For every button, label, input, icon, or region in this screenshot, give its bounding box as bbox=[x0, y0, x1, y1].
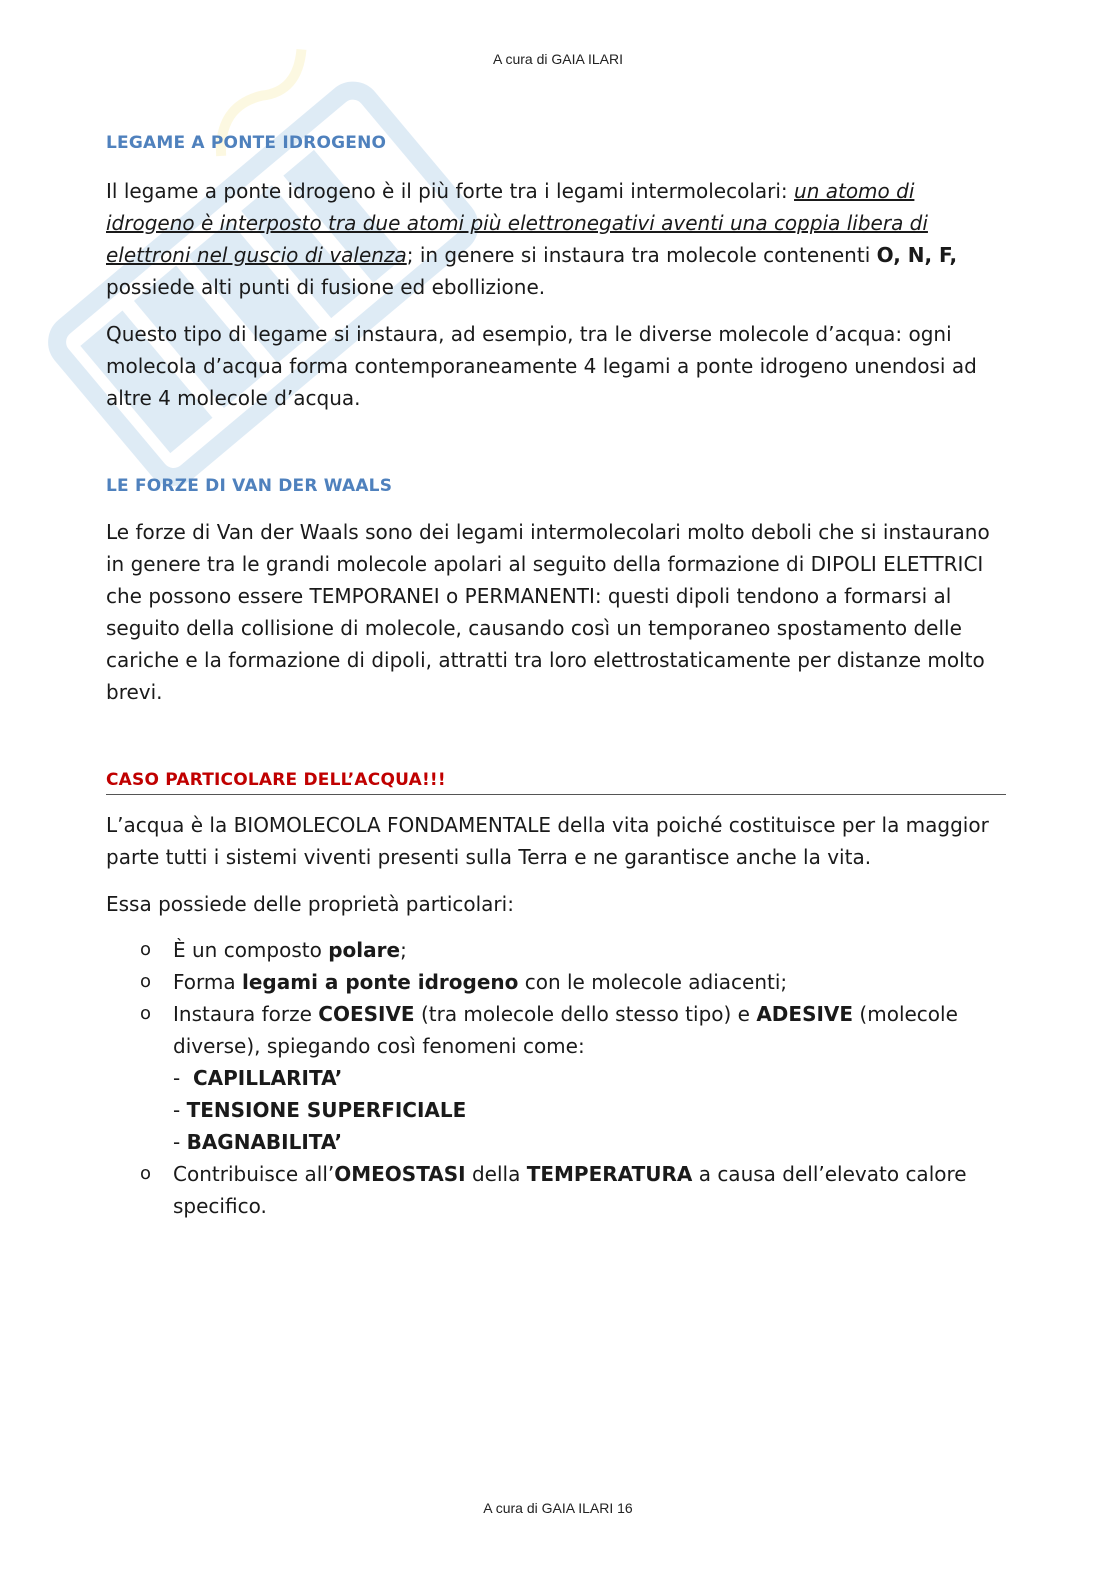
paragraph-water-biomolecule: L’acqua è la BIOMOLECOLA FONDAMENTALE della vita poiché costituisce per la maggior parte tutti i sistemi viventi presenti sulla Terra e ne garantisce anche la vita. bbox=[106, 813, 989, 869]
list-item bbox=[106, 998, 1006, 1158]
bold-term: BAGNABILITA’ bbox=[186, 1130, 343, 1154]
main-content bbox=[106, 133, 1006, 1222]
text-run: Il legame a ponte idrogeno è il più forte tra i legami intermolecolari: bbox=[106, 179, 795, 203]
emphasized-definition: un atomo di idrogeno è interposto tra due atomi più elettronegativi aventi una coppia libera di elettroni nel guscio di valenza bbox=[106, 179, 928, 267]
text-run: della bbox=[465, 1162, 527, 1186]
text-run: con le molecole adiacenti; bbox=[518, 970, 788, 994]
text-run: (tra molecole dello stesso tipo) e bbox=[414, 1002, 757, 1026]
section-title-underline bbox=[106, 770, 1006, 795]
paragraph-van-der-waals: Le forze di Van der Waals sono dei legami intermolecolari molto deboli che si instaurano in genere tra le grandi molecole apolari al seguito della formazione di DIPOLI ELETTRICI che possono essere TEMPORANEI o PERMANENTI: questi dipoli tendono a formarsi al seguito della collisione di molecole, causando così un temporaneo spostamento delle cariche e la formazione di dipoli, attratti tra loro elettrostaticamente per distanze molto brevi. bbox=[106, 520, 990, 704]
bullet-icon: o bbox=[140, 1163, 152, 1184]
text-run: ; in genere si instaura tra molecole contenenti bbox=[406, 243, 877, 267]
bullet-icon: o bbox=[140, 1003, 152, 1024]
sub-item-wettability bbox=[173, 1126, 1006, 1158]
text-run: (molecole diverse), spiegando così fenomeni come: bbox=[173, 1002, 958, 1058]
paragraph-water-example: Questo tipo di legame si instaura, ad esempio, tra le diverse molecole d’acqua: ogni molecola d’acqua forma contemporaneamente 4 legami a ponte idrogeno unendosi ad altre 4 molecole d’acqua. bbox=[106, 322, 977, 410]
bold-term: legami a ponte idrogeno bbox=[242, 970, 519, 994]
text-run: È un composto bbox=[173, 938, 329, 962]
section-title-van-der-waals: LE FORZE DI VAN DER WAALS bbox=[106, 476, 393, 496]
page-header: A cura di GAIA ILARI bbox=[493, 51, 623, 67]
bullet-icon: o bbox=[140, 971, 152, 992]
properties-list bbox=[106, 934, 1006, 1222]
bold-term: TENSIONE SUPERFICIALE bbox=[186, 1098, 467, 1122]
bold-term: OMEOSTASI bbox=[334, 1162, 466, 1186]
bullet-icon: o bbox=[140, 939, 152, 960]
sub-item-capillarity bbox=[173, 1062, 1006, 1094]
text-run: ; bbox=[400, 938, 407, 962]
text-run: possiede alti punti di fusione ed ebollizione. bbox=[106, 275, 546, 299]
bold-term: CAPILLARITA’ bbox=[192, 1066, 343, 1090]
section-title-hydrogen-bond: LEGAME A PONTE IDROGENO bbox=[106, 133, 387, 153]
paragraph-hydrogen-bond-definition bbox=[106, 175, 1006, 303]
paragraph-water-properties-intro: Essa possiede delle proprietà particolari: bbox=[106, 892, 514, 916]
text-run: a causa dell’elevato calore specifico. bbox=[173, 1162, 967, 1218]
list-item bbox=[106, 1158, 1006, 1222]
sub-item-surface-tension bbox=[173, 1094, 1006, 1126]
bold-elements: O, N, F, bbox=[876, 243, 958, 267]
bold-term: polare bbox=[328, 938, 401, 962]
list-item bbox=[106, 934, 1006, 966]
dash: - bbox=[173, 1098, 187, 1122]
text-run: Forma bbox=[173, 970, 242, 994]
dash: - bbox=[173, 1130, 187, 1154]
list-item bbox=[106, 966, 1006, 998]
section-title-water: CASO PARTICOLARE DELL’ACQUA!!! bbox=[106, 770, 446, 790]
bold-term: ADESIVE bbox=[756, 1002, 854, 1026]
text-run: Instaura forze bbox=[173, 1002, 319, 1026]
bold-term: COESIVE bbox=[318, 1002, 415, 1026]
bold-term: TEMPERATURA bbox=[526, 1162, 693, 1186]
text-run: Contribuisce all’ bbox=[173, 1162, 335, 1186]
dash: - bbox=[173, 1066, 193, 1090]
page-footer: A cura di GAIA ILARI 16 bbox=[483, 1500, 633, 1516]
